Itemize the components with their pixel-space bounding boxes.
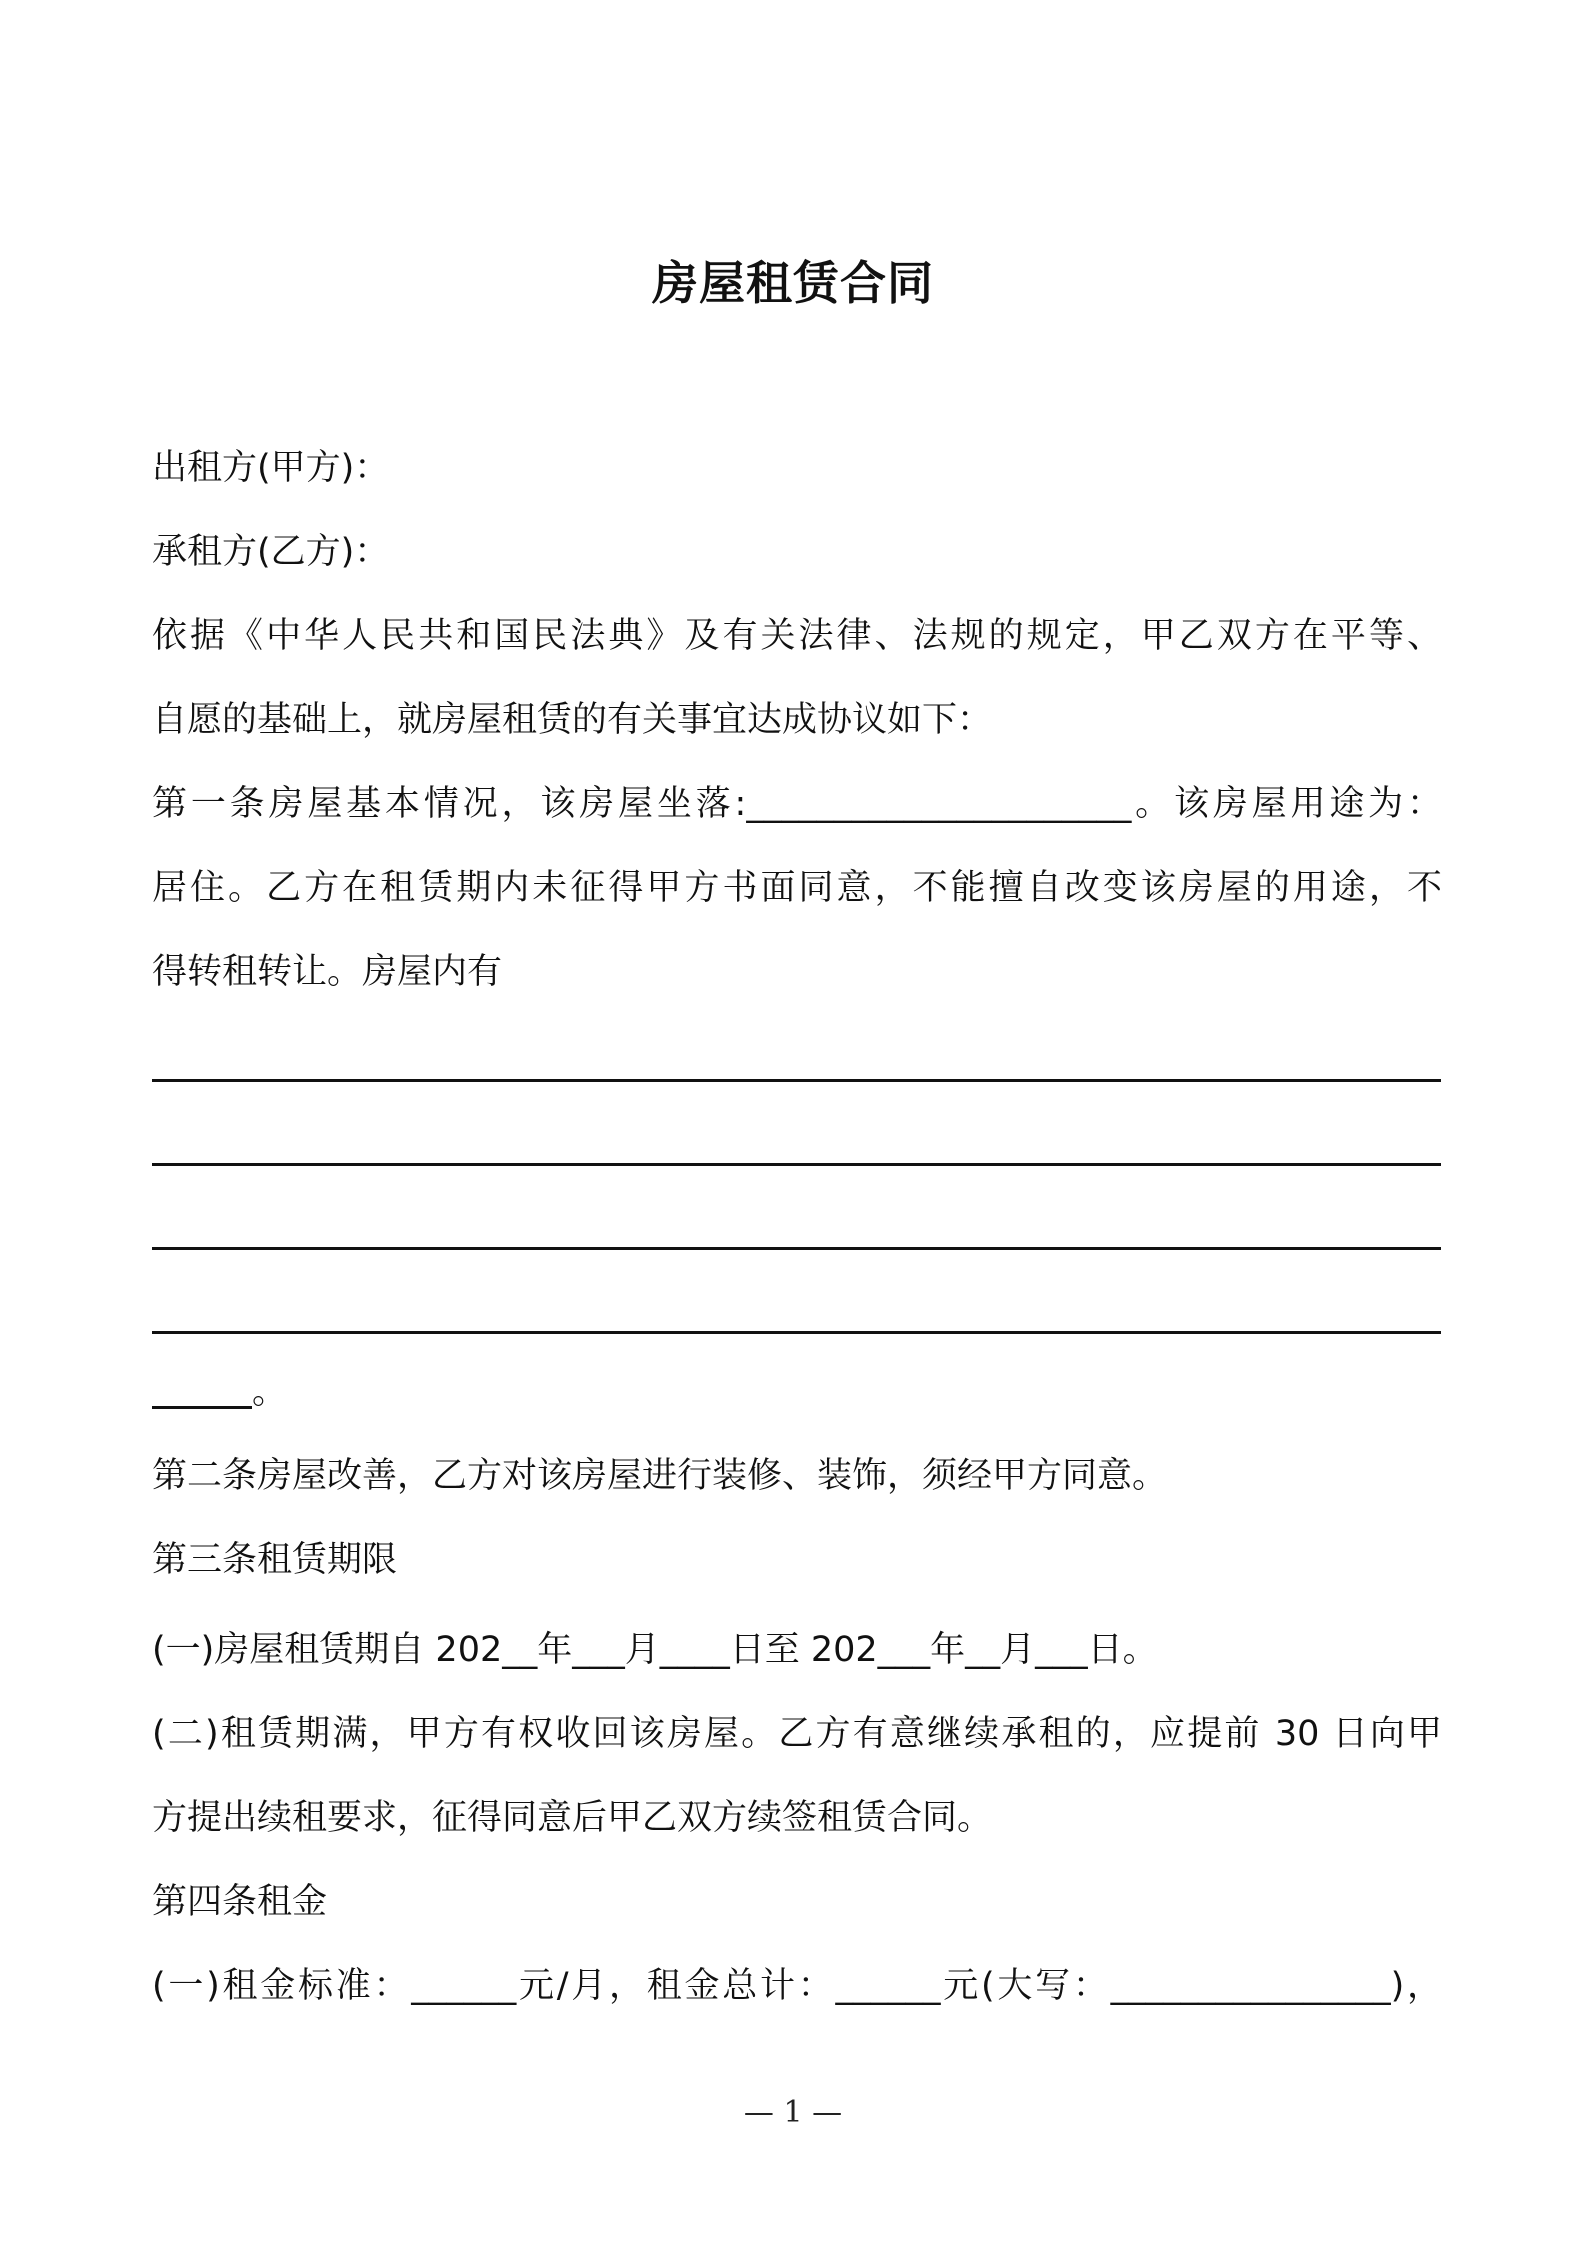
fill-in-line-5 (152, 1350, 1442, 1434)
fill-in-line-2 (152, 1163, 1441, 1166)
fill-in-line-3 (152, 1247, 1441, 1250)
article-2-line: 第二条房屋改善，乙方对该房屋进行装修、装饰，须经甲方同意。 (152, 1456, 1168, 1496)
lessee-line: 承租方(乙方)： (152, 532, 390, 572)
preamble-line-1: 依据《中华人民共和国民法典》及有关法律、法规的规定，甲乙双方在平等、 (152, 616, 1442, 656)
fill-in-line-4 (152, 1331, 1441, 1334)
article-3-item-2-line-1: (二)租赁期满，甲方有权收回该房屋。乙方有意继续承租的，应提前 30 日向甲 (152, 1714, 1442, 1754)
page-number: — 1 — (743, 2095, 843, 2130)
short-blank (152, 1406, 252, 1409)
article-1-line-3: 得转租转让。房屋内有 (152, 952, 503, 992)
lessor-line: 出租方(甲方)： (152, 448, 390, 488)
article-3-heading: 第三条租赁期限 (152, 1540, 398, 1580)
article-4-item-1: (一)租金标准：______元/月，租金总计：______元(大写：________________)， (152, 1966, 1442, 2006)
preamble-line-2: 自愿的基础上，就房屋租赁的有关事宜达成协议如下： (152, 700, 993, 740)
document-title: 房屋租赁合同 (652, 256, 934, 310)
article-4-heading: 第四条租金 (152, 1882, 328, 1922)
fill-in-end-mark: 。 (252, 1372, 288, 1412)
article-3-item-2-line-2: 方提出续租要求，征得同意后甲乙双方续签租赁合同。 (152, 1798, 993, 1838)
article-1-line-1: 第一条房屋基本情况，该房屋坐落:______________________。该房屋用途为： (152, 784, 1442, 824)
article-3-item-1: (一)房屋租赁期自 202__年___月____日至 202___年__月___日。 (152, 1630, 1158, 1670)
fill-in-line-1 (152, 1079, 1441, 1082)
article-1-line-2: 居住。乙方在租赁期内未征得甲方书面同意，不能擅自改变该房屋的用途，不 (152, 868, 1442, 908)
